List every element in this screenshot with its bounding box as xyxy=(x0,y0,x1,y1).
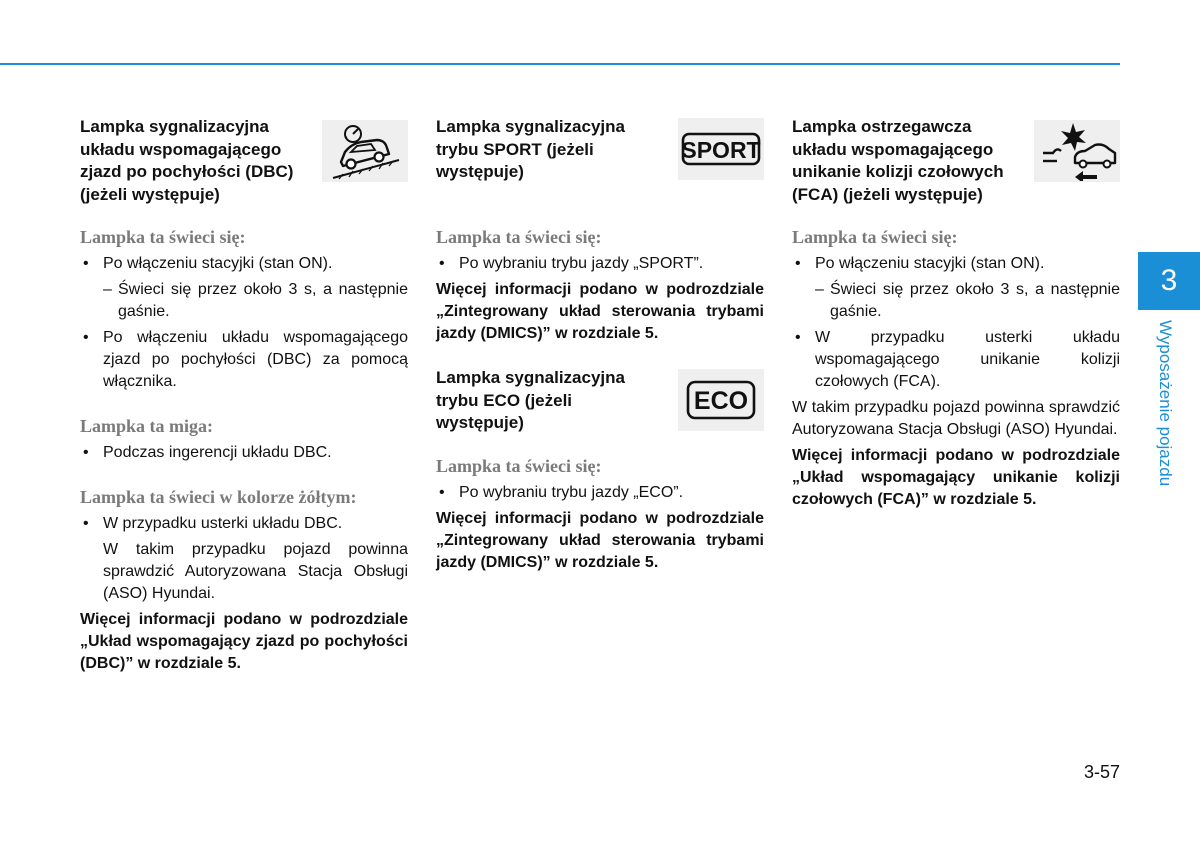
eco-note: Więcej informacji podano w podrozdziale „Zintegrowany układ sterowania trybami jazdy (DMICS)” w rozdziale 5. xyxy=(436,510,764,571)
list-item: • Po wybraniu trybu jazdy „SPORT”. xyxy=(436,253,764,275)
dbc-on-heading: Lampka ta świeci się: xyxy=(80,227,246,247)
list-item: • W przypadku usterki układu DBC. xyxy=(80,513,408,535)
sport-on-heading: Lampka ta świeci się: xyxy=(436,227,602,247)
fca-dash-item: – Świeci się przez około 3 s, a następnie gaśnie. xyxy=(815,281,1120,320)
dbc-yellow-heading: Lampka ta świeci w kolorze żółtym: xyxy=(80,487,357,507)
dbc-dash-item: – Świeci się przez około 3 s, a następnie gaśnie. xyxy=(103,281,408,320)
column-dbc xyxy=(80,116,408,675)
sport-mode-icon xyxy=(678,118,764,180)
list-item: • Po włączeniu stacyjki (stan ON). xyxy=(80,253,408,275)
sport-header xyxy=(436,116,764,208)
hill-descent-car-icon xyxy=(322,120,408,182)
column-drive-modes xyxy=(436,116,764,574)
eco-on-heading: Lampka ta świeci się: xyxy=(436,456,602,476)
page-number: 3-57 xyxy=(1083,762,1120,782)
forward-collision-icon xyxy=(1034,120,1120,182)
dbc-yellow-text: W takim przypadku pojazd powinna sprawdzić Autoryzowana Stacja Obsługi (ASO) Hyundai. xyxy=(103,541,408,602)
eco-header xyxy=(436,367,764,455)
dbc-header xyxy=(80,116,408,208)
list-item: • W przypadku usterki układu wspomagającego unikanie kolizji czołowych (FCA). xyxy=(792,327,1120,393)
fca-note: Więcej informacji podano w podrozdziale „Układ wspomagający unikanie kolizji czołowych (FCA)” w rozdziale 5. xyxy=(792,447,1120,508)
chapter-name: Wyposażenie pojazdu xyxy=(1156,320,1175,487)
sport-note: Więcej informacji podano w podrozdziale „Zintegrowany układ sterowania trybami jazdy (DMICS)” w rozdziale 5. xyxy=(436,281,764,342)
eco-title: Lampka sygnalizacyjna trybu ECO (jeżeli występuje) xyxy=(436,368,625,432)
top-rule xyxy=(0,63,1120,65)
fca-header xyxy=(792,116,1120,208)
fca-text: W takim przypadku pojazd powinna sprawdzić Autoryzowana Stacja Obsługi (ASO) Hyundai. xyxy=(792,399,1120,438)
list-item: • Podczas ingerencji układu DBC. xyxy=(80,442,408,464)
fca-title: Lampka ostrzegawcza układu wspomagającego unikanie kolizji czołowych (FCA) (jeżeli występuje) xyxy=(792,117,1004,204)
sport-title: Lampka sygnalizacyjna trybu SPORT (jeżeli występuje) xyxy=(436,117,625,181)
dbc-title: Lampka sygnalizacyjna układu wspomagającego zjazd po pochyłości (DBC) (jeżeli występuje) xyxy=(80,117,294,204)
eco-icon-text: ECO xyxy=(693,387,749,415)
dbc-on-list xyxy=(80,253,408,275)
chapter-number-tab: 3 xyxy=(1138,252,1200,310)
eco-mode-icon xyxy=(678,369,764,431)
sport-icon-text: SPORT xyxy=(681,137,761,163)
list-item: • Po włączeniu stacyjki (stan ON). xyxy=(792,253,1120,275)
list-item: • Po wybraniu trybu jazdy „ECO”. xyxy=(436,482,764,504)
column-fca xyxy=(792,116,1120,511)
dbc-blink-heading: Lampka ta miga: xyxy=(80,416,214,436)
fca-on-heading: Lampka ta świeci się: xyxy=(792,227,958,247)
list-item: • Po włączeniu układu wspomagającego zjazd po pochyłości (DBC) za pomocą włącznika. xyxy=(80,327,408,393)
dbc-note: Więcej informacji podano w podrozdziale „Układ wspomagający zjazd po pochyłości (DBC)” w rozdziale 5. xyxy=(80,611,408,672)
